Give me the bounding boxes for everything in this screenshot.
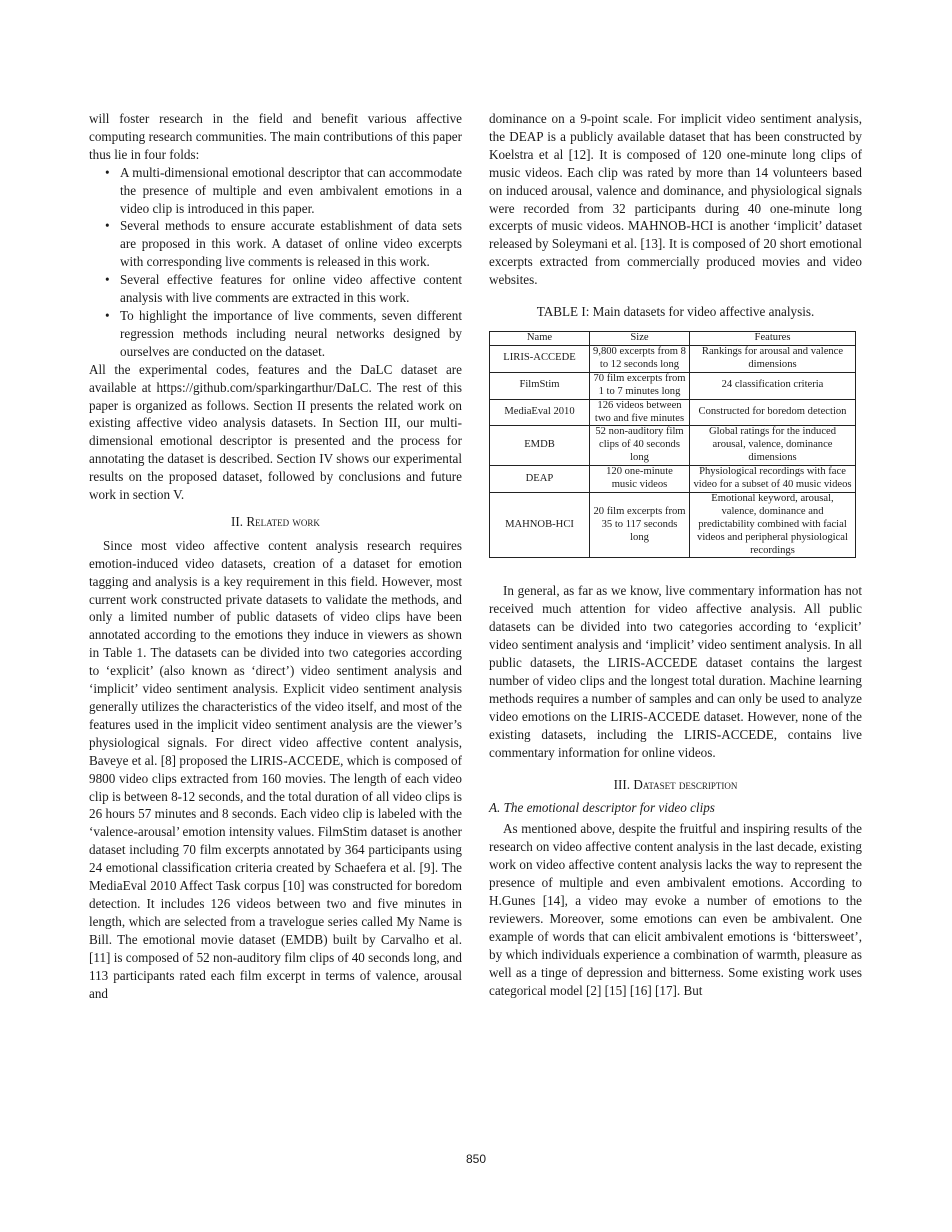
dataset-name: FilmStim [490,372,590,399]
dataset-features: Constructed for boredom detection [690,399,856,426]
general-paragraph: In general, as far as we know, live commentary information has not received much attention for video affective analysis. All public datasets can be divided into two categories according to ‘explicit’ video sentiment analysis and ‘implicit’ video sentiment analysis. In all public datasets, the LIRIS-ACCEDE dataset contains the largest number of video clips and the longest total duration. Machine learning methods requires a number of samples and can only be used to analyze video emotions on the LIRIS-ACCEDE dataset. However, none of the existing datasets, including the LIRIS-ACCEDE, contains live commentary information for online videos. [489,583,862,760]
dataset-features: Physiological recordings with face video for a subset of 40 music videos [690,466,856,493]
intro-continuation: will foster research in the field and benefit various affective computing research communities. The main contributions of this paper thus lie in four folds: [89,111,462,162]
dataset-name: DEAP [490,466,590,493]
contributions-list [89,164,462,361]
contribution-item: • Several effective features for online video affective content analysis with live comments are extracted in this work. [120,271,462,307]
section-number: II. [231,513,244,529]
contribution-item: • To highlight the importance of live comments, seven different regression methods including neural networks designed by ourselves are conducted on the dataset. [120,307,462,361]
section-number: III. [613,776,631,792]
table-row [490,492,856,558]
left-column [89,110,462,1002]
table-row [490,426,856,466]
section-title: Dataset description [633,776,738,792]
dataset-name: MediaEval 2010 [490,399,590,426]
table-row [490,399,856,426]
dataset-name: LIRIS-ACCEDE [490,345,590,372]
subsection-heading: A. The emotional descriptor for video clips [489,800,715,816]
dataset-features: Emotional keyword, arousal, valence, dominance and predictability combined with facial videos and peripheral physiological recordings [690,492,856,558]
dataset-size: 126 videos between two and five minutes [590,399,690,426]
header-cell: Features [690,331,856,345]
page-number: 850 [465,1152,487,1166]
related-work-continuation: dominance on a 9-point scale. For implicit video sentiment analysis, the DEAP is a publicly available dataset that has been constructed by Koelstra et al [12]. It is composed of 120 one-minute long clips of music videos. Each clip was rated by more than 14 volunteers based on induced arousal, valence and dominance, and physiological signals were recorded from 32 participants during 40 one-minute long excerpts of music videos. MAHNOB-HCI is another ‘implicit’ dataset released by Soleymani et al. [13]. It is composed of 20 short emotional excerpts extracted from commercially produced movies and video websites. [489,111,862,288]
table-row [490,466,856,493]
dataset-features: 24 classification criteria [690,372,856,399]
dataset-size: 70 film excerpts from 1 to 7 minutes long [590,372,690,399]
related-work-paragraph: Since most video affective content analysis research requires emotion-induced video datasets, creation of a dataset for emotion tagging and analysis is a key requirement in this field. However, most current work constructed private datasets to validate the methods, and only a limited number of public datasets of video clips have been annotated according to the emotions they induce in viewers as shown in Table 1. The datasets can be divided into two categories according to ‘explicit’ (also known as ‘direct’) video sentiment analysis and ‘implicit’ video sentiment analysis. Explicit video sentiment analysis generally utilizes the characteristics of the video itself, and most of the features used in the implicit video sentiment analysis are the viewer’s physiological signals. For direct video affective content analysis, Baveye et al. [8] proposed the LIRIS-ACCEDE, which is composed of 9800 video clips extracted from 160 movies. The length of each video clip is between 8-12 seconds, and the total duration of all video clips is 26 hours 57 minutes and 8 seconds. Each video clip is labeled with the ‘valence-arousal’ emotion intensity values. FilmStim dataset is another dataset including 70 film excerpts annotated by 364 participants using 24 emotional classification criteria created by Schaefera et al. [9]. The MediaEval 2010 Affect Task corpus [10] was constructed for boredom detection. It includes 126 videos between two and five minutes in length, which are selected from a travelogue series called My Name is Bill. The emotional movie dataset (EMDB) built by Carvalho et al. [11] is composed of 52 non-auditory film clips of 40 seconds long, and 113 participants rated each film excerpt in terms of valence, arousal and [89,537,462,1001]
table-caption: TABLE I: Main datasets for video affective analysis. [536,304,815,320]
dataset-name: MAHNOB-HCI [490,492,590,558]
dataset-size: 120 one-minute music videos [590,466,690,493]
header-cell: Name [490,331,590,345]
dataset-size: 20 film excerpts from 35 to 117 seconds long [590,492,690,558]
right-column [489,110,862,999]
table-header-row [490,331,856,345]
dataset-name: EMDB [490,426,590,466]
contribution-item: • Several methods to ensure accurate establishment of data sets are proposed in this work. A dataset of online video excerpts with corresponding live comments is released in this work. [120,217,462,271]
dataset-size: 52 non-auditory film clips of 40 seconds long [590,426,690,466]
dataset-features: Global ratings for the induced arousal, valence, dominance dimensions [690,426,856,466]
contribution-item: • A multi-dimensional emotional descriptor that can accommodate the presence of multiple and even ambivalent emotions in a video clip is introduced in this paper. [120,164,462,218]
section-heading-dataset-description [489,776,862,794]
dataset-features: Rankings for arousal and valence dimensions [690,345,856,372]
table-row [490,345,856,372]
section-heading-related-work [89,513,462,531]
dataset-size: 9,800 excerpts from 8 to 12 seconds long [590,345,690,372]
table-row [490,372,856,399]
organization-paragraph: All the experimental codes, features and the DaLC dataset are available at https://github.com/sparkingarthur/DaLC. The rest of this paper is organized as follows. Section II presents the related work on existing affective video analysis datasets. In Section III, our multi-dimensional emotional descriptor is presented and the process for annotating the dataset is described. Section IV shows our experimental results on the proposed dataset, followed by conclusions and future work in section V. [89,361,462,503]
header-cell: Size [590,331,690,345]
section-title: Related work [246,513,320,529]
descriptor-paragraph: As mentioned above, despite the fruitful and inspiring results of the research on video affective content analysis in the last decade, existing work on video affective content analysis lacks the way to represent the presence of multiple and even ambivalent emotions. According to H.Gunes [14], a video may evoke a number of emotions to the reviewers. Moreover, some emotions can even be ambivalent. One example of words that can elicit ambivalent emotions is ‘bittersweet’, by which individuals experience a combination of warmth, pleasure as well as a tinge of depression and bitterness. Some existing work uses categorical model [2] [15] [16] [17]. But [489,821,862,998]
datasets-table [489,331,856,559]
